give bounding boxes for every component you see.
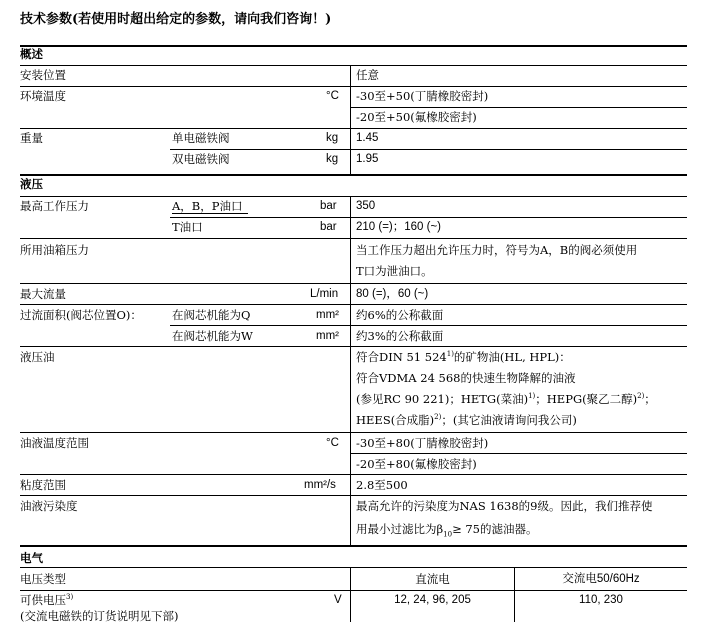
row-divider bbox=[20, 86, 687, 87]
cleanliness-label: 油液污染度 bbox=[20, 499, 78, 513]
cleanliness-value-2 bbox=[356, 522, 538, 539]
fluid-other-text: ；(其它油液请询问我公司) bbox=[441, 413, 577, 427]
fluid-line-3 bbox=[356, 392, 656, 406]
max-pressure-value-1: 350 bbox=[356, 200, 376, 212]
voltage-type-ac: 交流电50/60Hz bbox=[562, 573, 640, 585]
filter-ratio-value: ≥ 75的滤油器。 bbox=[452, 522, 538, 536]
row-divider bbox=[20, 432, 687, 433]
weight-value-1: 1.45 bbox=[356, 132, 379, 144]
max-pressure-unit-2: bar bbox=[320, 221, 337, 233]
viscosity-unit: mm²/s bbox=[304, 479, 336, 491]
max-pressure-label: 最高工作压力 bbox=[20, 199, 89, 213]
mounting-label: 安装位置 bbox=[20, 68, 66, 82]
max-flow-value: 80 (=)，60 (~) bbox=[356, 288, 429, 300]
row-divider bbox=[350, 107, 687, 108]
flow-area-label: 过流面积(阀芯位置O)： bbox=[20, 308, 142, 322]
fluid-line-2: 符合VDMA 24 568的快速生物降解的油液 bbox=[356, 371, 576, 385]
viscosity-label: 粘度范围 bbox=[20, 478, 66, 492]
row-divider bbox=[20, 474, 687, 475]
ambient-value-1: -30至+50(丁腈橡胶密封) bbox=[356, 89, 489, 103]
row-divider bbox=[170, 325, 687, 326]
fluid-hees-text: HEES(合成脂) bbox=[356, 413, 435, 427]
flow-area-value-1: 约6%的公称截面 bbox=[356, 308, 444, 322]
column-divider bbox=[350, 65, 351, 174]
max-pressure-unit-1: bar bbox=[320, 200, 337, 212]
flow-area-unit-2: mm² bbox=[316, 330, 339, 342]
flow-area-value-2: 约3%的公称截面 bbox=[356, 329, 444, 343]
max-pressure-sub-2: T油口 bbox=[172, 220, 203, 234]
fluid-hetg-text: (参见RC 90 221)；HETG(菜油) bbox=[356, 392, 529, 406]
fluid-temp-label: 油液温度范围 bbox=[20, 436, 89, 450]
section-heading-electric: 电气 bbox=[20, 551, 43, 565]
section-heading-overview: 概述 bbox=[20, 47, 43, 61]
weight-label: 重量 bbox=[20, 131, 43, 145]
tank-pressure-value-2: T口为泄油口。 bbox=[356, 264, 433, 278]
fluid-line-1 bbox=[356, 350, 571, 364]
row-divider bbox=[20, 590, 687, 591]
row-divider bbox=[20, 128, 687, 129]
max-pressure-value-2: 210 (=)；160 (~) bbox=[356, 221, 442, 233]
row-divider bbox=[20, 65, 687, 66]
section-rule bbox=[20, 45, 687, 47]
weight-unit-1: kg bbox=[326, 132, 339, 144]
fluid-label: 液压油 bbox=[20, 350, 55, 364]
flow-area-unit-1: mm² bbox=[316, 309, 339, 321]
voltage-type-label: 电压类型 bbox=[20, 572, 66, 586]
flow-area-sub-2: 在阀芯机能为W bbox=[172, 329, 253, 343]
footnote-marker: 2) bbox=[637, 392, 645, 400]
row-divider bbox=[20, 567, 687, 568]
section-heading-hydraulic: 液压 bbox=[20, 177, 43, 191]
weight-sub-2: 双电磁铁阀 bbox=[172, 152, 230, 166]
tank-pressure-label: 所用油箱压力 bbox=[20, 243, 89, 257]
fluid-separator: ； bbox=[644, 392, 656, 406]
supply-label bbox=[20, 593, 73, 607]
max-flow-unit: L/min bbox=[310, 288, 339, 300]
fluid-hepg-text: ；HEPG(聚乙二醇) bbox=[535, 392, 638, 406]
voltage-type-dc: 直流电 bbox=[415, 572, 450, 586]
fluid-line-4 bbox=[356, 413, 577, 427]
row-divider bbox=[170, 217, 687, 218]
footnote-marker: 1) bbox=[528, 392, 536, 400]
supply-label-text: 可供电压 bbox=[20, 593, 66, 607]
max-pressure-sub-1: A，B，P油口 bbox=[172, 199, 243, 213]
beta-symbol: β bbox=[436, 522, 444, 536]
viscosity-value: 2.8至500 bbox=[356, 478, 408, 492]
fluid-temp-unit: °C bbox=[326, 437, 339, 449]
footnote-marker: 2) bbox=[434, 413, 442, 421]
column-divider bbox=[350, 196, 351, 545]
filter-ratio-text: 用最小过滤比为 bbox=[356, 522, 437, 536]
fluid-temp-value-1: -30至+80(丁腈橡胶密封) bbox=[356, 436, 489, 450]
row-divider bbox=[20, 346, 687, 347]
row-divider bbox=[20, 304, 687, 305]
row-divider bbox=[20, 238, 687, 239]
supply-ac-values: 110, 230 bbox=[579, 594, 623, 606]
footnote-marker: 3) bbox=[66, 593, 74, 601]
tank-pressure-value-1: 当工作压力超出允许压力时，符号为A，B的阀必须使用 bbox=[356, 243, 638, 257]
row-divider bbox=[20, 196, 687, 197]
title-note: (若使用时超出给定的参数，请向我们咨询！) bbox=[72, 12, 332, 27]
title-main: 技术参数 bbox=[20, 12, 73, 27]
weight-sub-1: 单电磁铁阀 bbox=[172, 131, 230, 145]
fluid-mineral-text: 的矿物油(HL, HPL)： bbox=[453, 350, 571, 364]
page-title bbox=[20, 13, 331, 27]
beta-subscript: 10 bbox=[443, 530, 453, 539]
mounting-value: 任意 bbox=[356, 68, 379, 82]
supply-note: (交流电磁铁的订货说明见下部) bbox=[20, 609, 179, 623]
weight-value-2: 1.95 bbox=[356, 153, 379, 165]
ambient-label: 环境温度 bbox=[20, 89, 66, 103]
footnote-marker: 1) bbox=[446, 350, 454, 358]
weight-unit-2: kg bbox=[326, 153, 339, 165]
supply-dc-values: 12, 24, 96, 205 bbox=[394, 594, 471, 606]
ambient-value-2: -20至+50(氟橡胶密封) bbox=[356, 110, 477, 124]
section-rule bbox=[20, 545, 687, 547]
max-flow-label: 最大流量 bbox=[20, 287, 66, 301]
cleanliness-value-1: 最高允许的污染度为NAS 1638的9级。因此，我们推荐使 bbox=[356, 499, 653, 513]
underline bbox=[172, 213, 248, 214]
ambient-unit: °C bbox=[326, 90, 339, 102]
row-divider bbox=[20, 495, 687, 496]
row-divider bbox=[170, 149, 687, 150]
supply-unit: V bbox=[334, 594, 342, 606]
row-divider bbox=[20, 283, 687, 284]
fluid-temp-value-2: -20至+80(氟橡胶密封) bbox=[356, 457, 477, 471]
fluid-din-text: 符合DIN 51 524 bbox=[356, 350, 447, 364]
row-divider bbox=[350, 453, 687, 454]
flow-area-sub-1: 在阀芯机能为Q bbox=[172, 308, 251, 322]
section-rule bbox=[20, 174, 687, 176]
